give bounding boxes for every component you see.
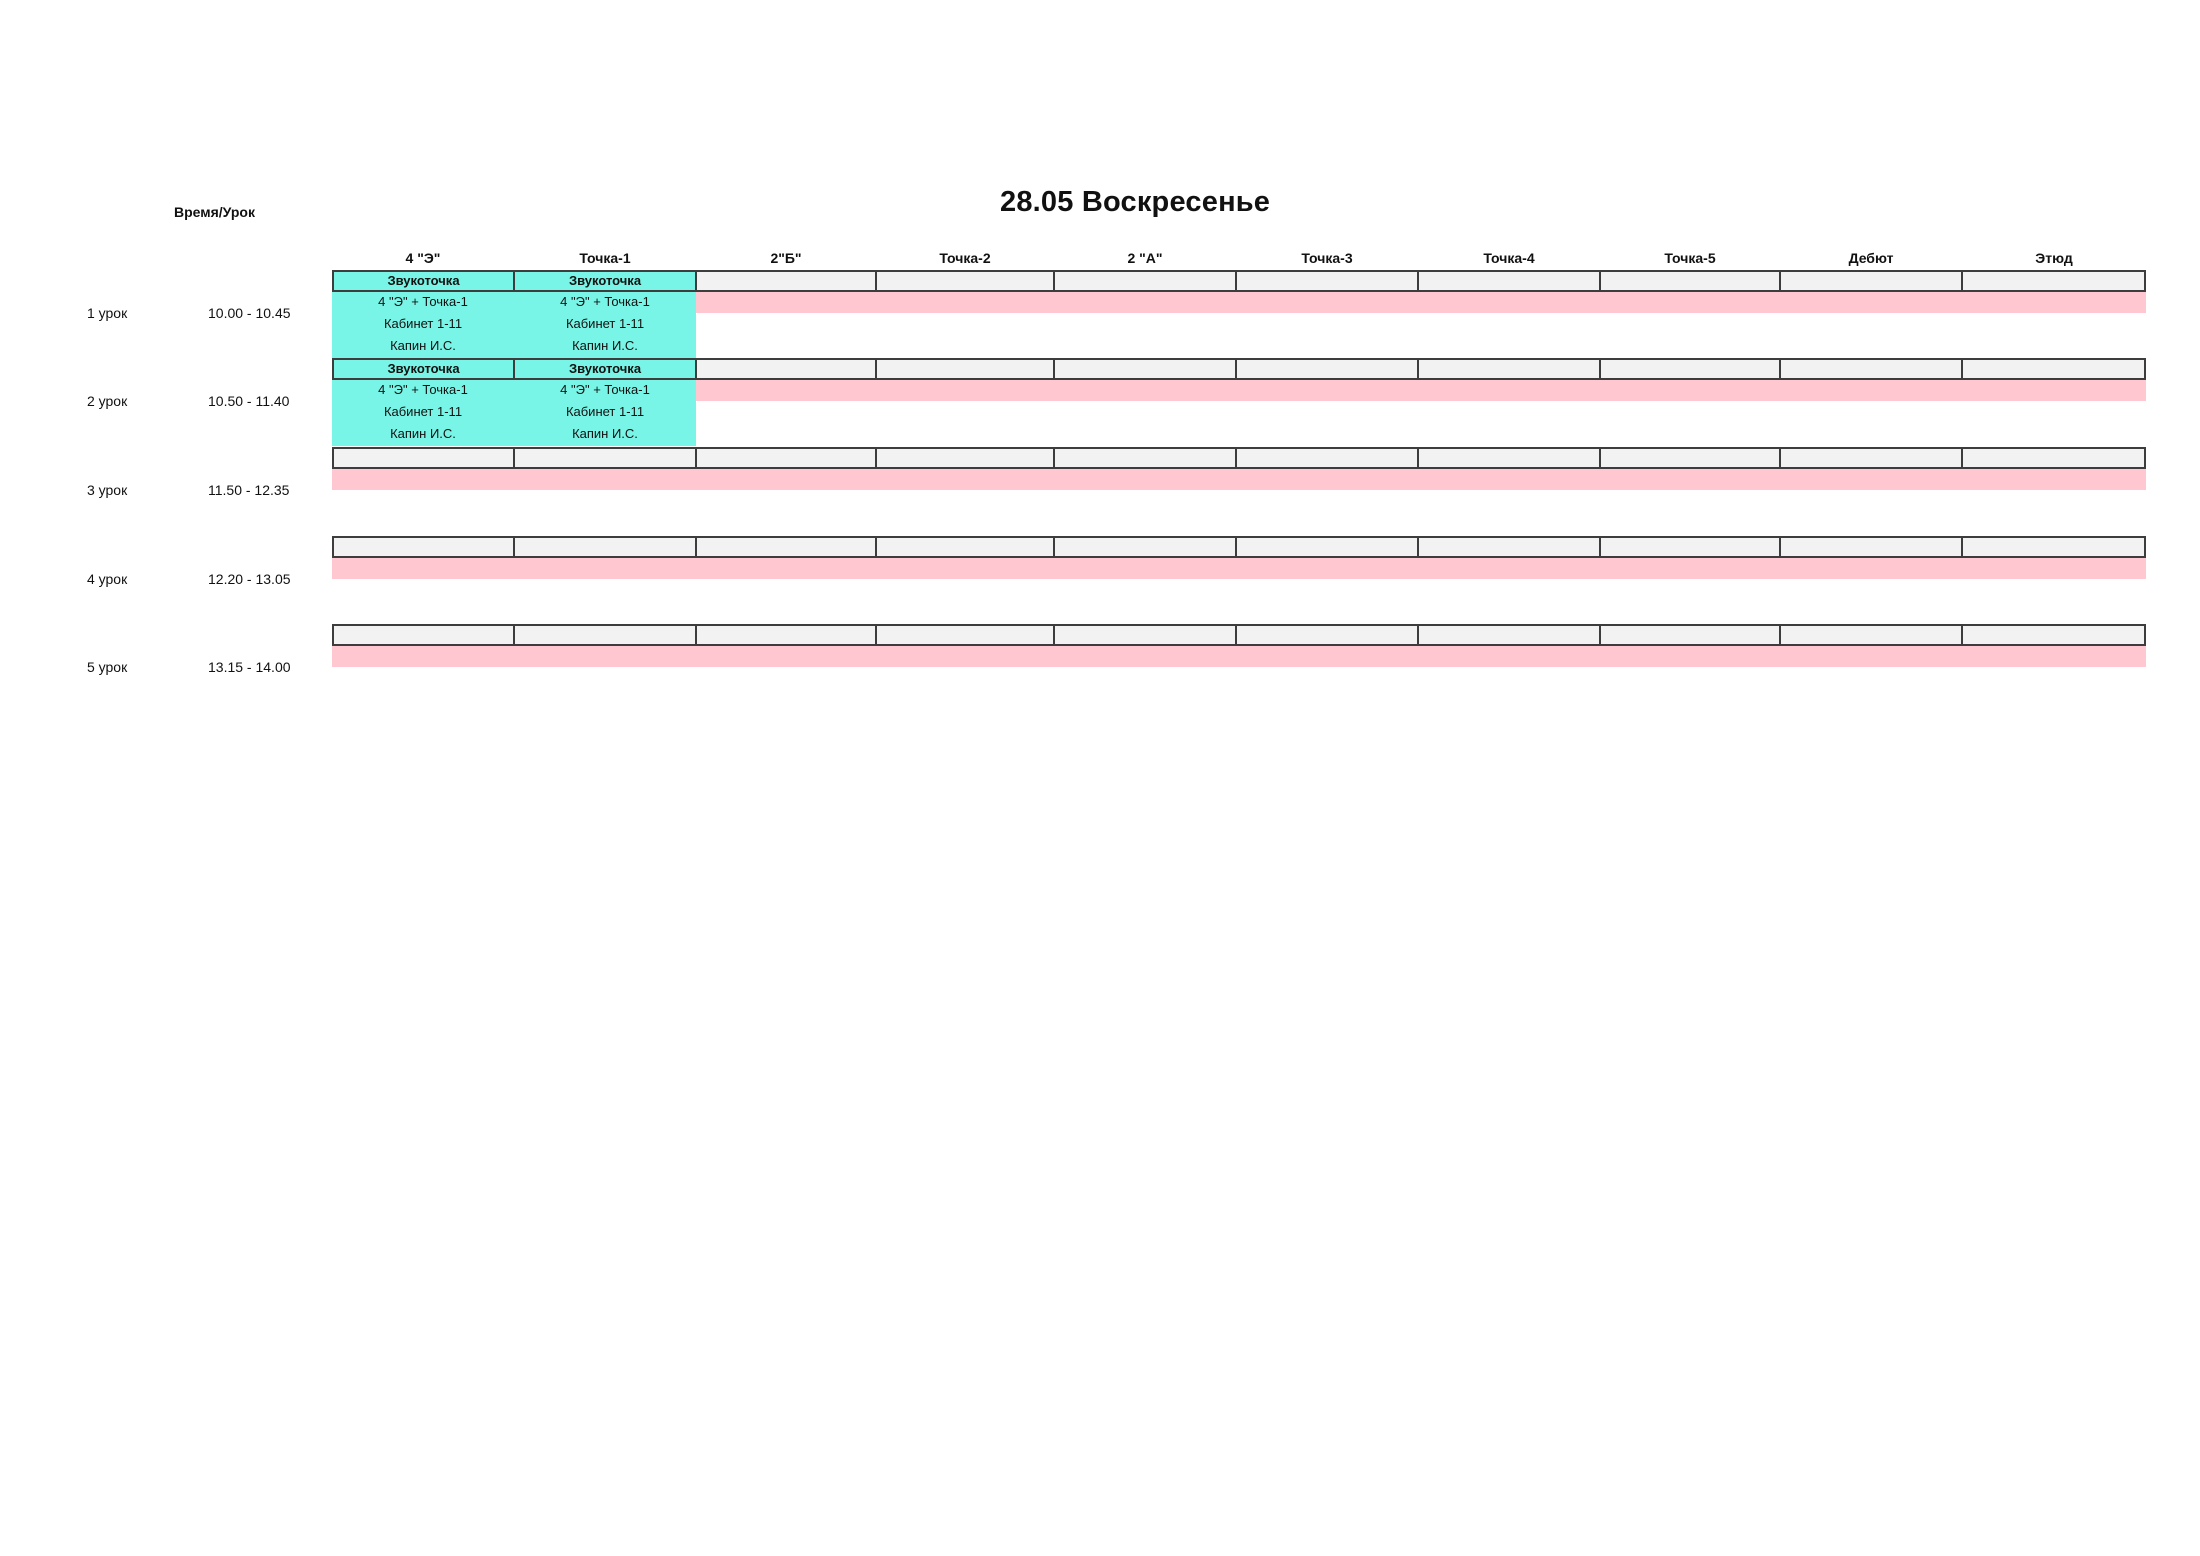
empty-slot-band [332, 558, 2146, 579]
column-header: 4 "Э" [405, 250, 441, 266]
lesson-number: 4 урок [87, 571, 128, 587]
slot-cell[interactable] [514, 624, 696, 646]
entry-detail: 4 "Э" + Точка-1 [560, 382, 650, 397]
slot-cell[interactable] [876, 358, 1054, 380]
slot-cell[interactable] [696, 447, 876, 469]
slot-cell[interactable] [1054, 447, 1236, 469]
entry-detail: 4 "Э" + Точка-1 [378, 382, 468, 397]
lesson-time: 12.20 - 13.05 [208, 571, 291, 587]
slot-cell[interactable] [1054, 358, 1236, 380]
lesson-slot-row [332, 270, 2146, 292]
slot-cell[interactable] [1962, 536, 2146, 558]
slot-cell[interactable] [1962, 624, 2146, 646]
slot-cell[interactable] [1418, 447, 1600, 469]
slot-cell[interactable] [1780, 447, 1962, 469]
slot-cell[interactable] [332, 536, 514, 558]
lesson-time: 10.00 - 10.45 [208, 305, 291, 321]
slot-subject[interactable]: Звукоточка [332, 270, 514, 292]
lesson-number: 2 урок [87, 393, 128, 409]
empty-slot-band [332, 646, 2146, 667]
entry-detail: Кабинет 1-11 [383, 404, 463, 419]
lesson-slot-row [332, 447, 2146, 469]
entry-detail: 4 "Э" + Точка-1 [378, 294, 468, 309]
slot-cell[interactable] [696, 358, 876, 380]
lesson-number: 3 урок [87, 482, 128, 498]
column-header: Этюд [2035, 250, 2073, 266]
slot-cell[interactable] [1418, 270, 1600, 292]
column-header: Точка-3 [1301, 250, 1353, 266]
slot-cell[interactable] [1418, 358, 1600, 380]
slot-cell[interactable] [876, 447, 1054, 469]
slot-cell[interactable] [1236, 447, 1418, 469]
page-title: 28.05 Воскресенье [1000, 186, 1271, 218]
entry-detail: Капин И.С. [572, 338, 638, 353]
entry-detail: Капин И.С. [572, 426, 638, 441]
column-header: 2"Б" [770, 250, 802, 266]
slot-cell[interactable] [696, 536, 876, 558]
slot-cell[interactable] [1054, 624, 1236, 646]
lesson-number: 1 урок [87, 305, 128, 321]
slot-cell[interactable] [1600, 358, 1780, 380]
slot-cell[interactable] [1418, 624, 1600, 646]
slot-cell[interactable] [1600, 270, 1780, 292]
slot-cell[interactable] [876, 270, 1054, 292]
entry-detail: Кабинет 1-11 [565, 316, 645, 331]
slot-cell[interactable] [1236, 270, 1418, 292]
entry-detail: Капин И.С. [390, 426, 456, 441]
slot-cell[interactable] [514, 447, 696, 469]
column-header: Точка-4 [1483, 250, 1535, 266]
slot-cell[interactable] [1236, 358, 1418, 380]
lesson-slot-row [332, 536, 2146, 558]
slot-cell[interactable] [1962, 447, 2146, 469]
lesson-time: 13.15 - 14.00 [208, 659, 291, 675]
slot-cell[interactable] [1600, 536, 1780, 558]
slot-cell[interactable] [514, 536, 696, 558]
column-header: Точка-1 [579, 250, 631, 266]
slot-cell[interactable] [1054, 536, 1236, 558]
slot-cell[interactable] [1962, 358, 2146, 380]
slot-cell[interactable] [696, 270, 876, 292]
empty-slot-band [332, 469, 2146, 490]
slot-subject[interactable]: Звукоточка [514, 270, 696, 292]
lesson-slot-row [332, 358, 2146, 380]
empty-slot-band [696, 292, 2146, 313]
column-header: Точка-5 [1664, 250, 1716, 266]
slot-cell[interactable] [876, 536, 1054, 558]
entry-detail: 4 "Э" + Точка-1 [560, 294, 650, 309]
slot-subject[interactable]: Звукоточка [332, 358, 514, 380]
slot-cell[interactable] [332, 624, 514, 646]
slot-cell[interactable] [1236, 624, 1418, 646]
time-lesson-header: Время/Урок [174, 204, 255, 220]
slot-cell[interactable] [876, 624, 1054, 646]
slot-cell[interactable] [1780, 270, 1962, 292]
slot-cell[interactable] [1236, 536, 1418, 558]
empty-slot-band [696, 380, 2146, 401]
lesson-number: 5 урок [87, 659, 128, 675]
slot-cell[interactable] [1780, 536, 1962, 558]
slot-cell[interactable] [1600, 624, 1780, 646]
lesson-time: 11.50 - 12.35 [208, 482, 290, 498]
entry-detail: Кабинет 1-11 [383, 316, 463, 331]
slot-cell[interactable] [332, 447, 514, 469]
column-header: Точка-2 [939, 250, 991, 266]
slot-cell[interactable] [1780, 358, 1962, 380]
entry-detail: Кабинет 1-11 [565, 404, 645, 419]
slot-cell[interactable] [1054, 270, 1236, 292]
column-header: 2 "А" [1127, 250, 1163, 266]
slot-cell[interactable] [1418, 536, 1600, 558]
entry-detail: Капин И.С. [390, 338, 456, 353]
slot-cell[interactable] [1600, 447, 1780, 469]
lesson-slot-row [332, 624, 2146, 646]
lesson-time: 10.50 - 11.40 [208, 393, 290, 409]
slot-cell[interactable] [1962, 270, 2146, 292]
slot-cell[interactable] [1780, 624, 1962, 646]
slot-cell[interactable] [696, 624, 876, 646]
column-header: Дебют [1848, 250, 1894, 266]
slot-subject[interactable]: Звукоточка [514, 358, 696, 380]
